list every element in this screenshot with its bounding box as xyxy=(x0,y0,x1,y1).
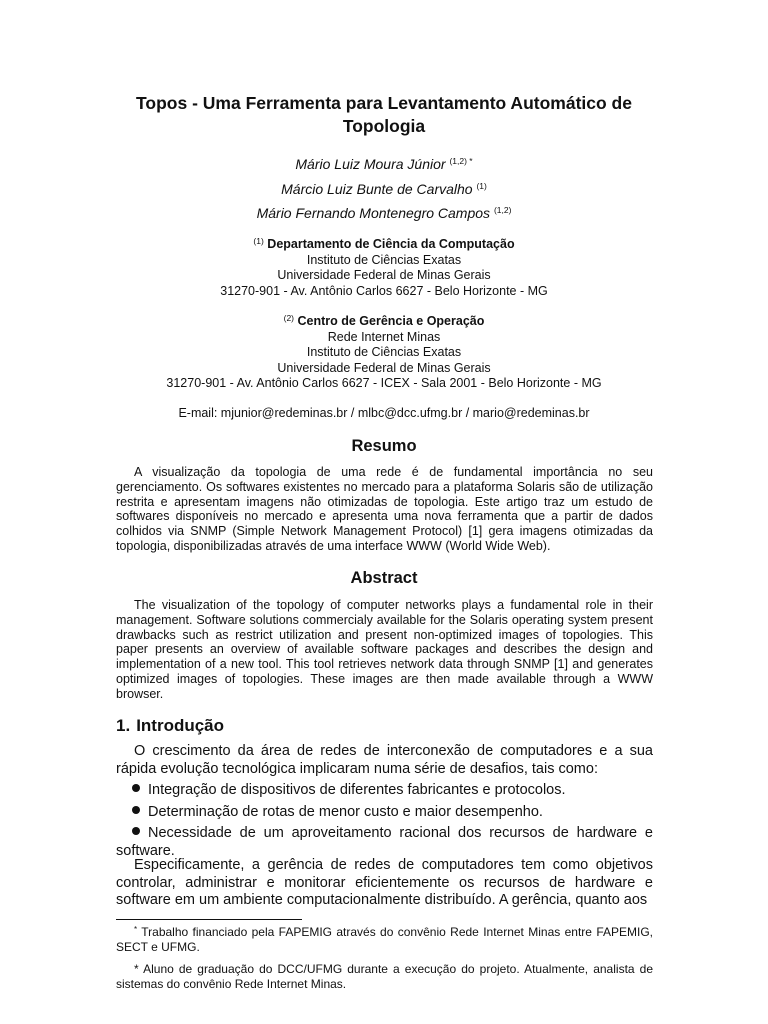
affiliation-line: 31270-901 - Av. Antônio Carlos 6627 - Belo Horizonte - MG xyxy=(220,283,548,298)
bullet-dot-icon xyxy=(132,784,140,792)
bullet-dot-icon xyxy=(132,806,140,814)
author-name: Márcio Luiz Bunte de Carvalho xyxy=(281,180,473,197)
resumo-heading: Resumo xyxy=(351,437,417,455)
footnote-text: Trabalho financiado pela FAPEMIG através do convênio Rede Internet Minas entre FAPEMIG, SECT e UFMG. xyxy=(116,925,653,954)
footnote-text: Aluno de graduação do DCC/UFMG durante a execução do projeto. Atualmente, analista de sistemas do convênio Rede Internet Minas. xyxy=(116,962,654,991)
footnote-2 xyxy=(116,962,653,992)
intro-paragraph: O crescimento da área de redes de interconexão de computadores e a sua rápida evolução tecnológica implicaram numa série de desafios, tais como: xyxy=(116,743,653,777)
author-name: Mário Fernando Montenegro Campos xyxy=(256,205,491,221)
bullet-item xyxy=(132,804,653,822)
author-3 xyxy=(0,201,768,226)
resumo-text: A visualização da topologia de uma rede é de fundamental importância no seu gerenciamento. Os softwares existentes no mercado para a plataforma Solaris são de utilização restrita e apresentam imagens não otimizadas de topologia. Este artigo traz um estudo de softwares disponíveis no mercado e apresenta uma nova ferramenta que a partir de dados colhidos via SNMP (Simple Network Management Protocol) [1] gera imagens otimizadas da topologia, disponibilizadas através de uma interface WWW (World Wide Web). xyxy=(116,465,653,553)
affiliation-2 xyxy=(0,314,768,392)
author-2 xyxy=(0,177,768,202)
bullet-text: Determinação de rotas de menor custo e maior desempenho. xyxy=(148,804,543,820)
bullet-item xyxy=(132,782,653,800)
affiliation-line: 31270-901 - Av. Antônio Carlos 6627 - ICEX - Sala 2001 - Belo Horizonte - MG xyxy=(166,376,602,390)
affiliation-head: Centro de Gerência e Operação xyxy=(297,314,485,328)
affiliation-line: Universidade Federal de Minas Gerais xyxy=(277,360,491,375)
bullet-text: Necessidade de um aproveitamento racional dos recursos de hardware e software. xyxy=(116,825,653,859)
author-affiliation-mark: (1,2) * xyxy=(449,156,473,166)
author-affiliation-mark: (1,2) xyxy=(493,205,512,215)
bullet-item xyxy=(116,825,653,860)
footnote-1 xyxy=(116,925,653,955)
bullet-dot-icon xyxy=(132,827,140,835)
section-number: 1. xyxy=(116,716,131,735)
affiliation-line: Instituto de Ciências Exatas xyxy=(306,345,462,359)
affiliation-line: Rede Internet Minas xyxy=(327,329,441,344)
author-list xyxy=(0,152,768,226)
author-1 xyxy=(0,152,768,177)
affiliation-line: Universidade Federal de Minas Gerais xyxy=(277,268,491,282)
affiliation-mark: (2) xyxy=(283,313,294,323)
author-name: Mário Luiz Moura Júnior xyxy=(295,156,446,172)
affiliation-head: Departamento de Ciência da Computação xyxy=(267,237,515,251)
bullet-text: Integração de dispositivos de diferentes fabricantes e protocolos. xyxy=(148,782,566,798)
email-line: E-mail: mjunior@redeminas.br / mlbc@dcc.ufmg.br / mario@redeminas.br xyxy=(178,406,590,420)
footnote-mark: * xyxy=(134,962,139,976)
footnote-mark: * xyxy=(134,925,138,934)
footnote-rule xyxy=(116,919,302,920)
author-affiliation-mark: (1) xyxy=(476,180,487,191)
abstract-heading: Abstract xyxy=(350,569,418,587)
section-title: Introdução xyxy=(136,716,225,735)
section-heading xyxy=(116,716,224,736)
affiliation-mark: (1) xyxy=(253,236,264,246)
abstract-text: The visualization of the topology of computer networks plays a fundamental role in their management. Software solutions commercialy available for the Solaris operating system present drawbacks such as restrict utilization and present non-optimized images of topologies. This paper presents an overview of available software packages and describes the design and implementation of a new tool. This tool retrieves network data through SNMP [1] and generates optimized images of topologies. These images are then made available through a WWW browser. xyxy=(116,598,653,701)
paper-title: Topos - Uma Ferramenta para Levantamento Automático de Topologia xyxy=(136,93,632,136)
affiliation-line: Instituto de Ciências Exatas xyxy=(306,252,462,267)
affiliation-1 xyxy=(0,237,768,299)
body-paragraph: Especificamente, a gerência de redes de computadores tem como objetivos controlar, administrar e monitorar eficientemente os recursos de hardware e software em um ambiente computacionalmente distribuído. A gerência, quanto aos xyxy=(116,857,653,908)
